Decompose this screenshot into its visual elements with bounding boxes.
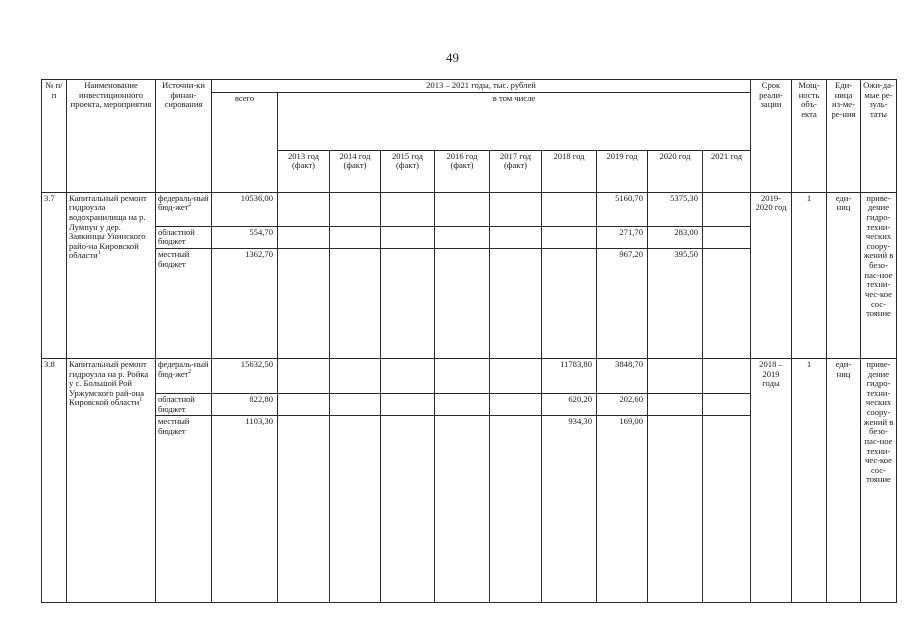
source-cell: федераль-ный бюд-жет$^2$ [156,192,212,226]
total-cell: 1103,30 [212,416,278,603]
value-cell: 271,70 [597,226,648,248]
table-row [42,358,897,393]
expected-cell: приве-дение гидро-техни-ческих соору-жений в безо-пас-ное техни-чес-кое сос-тояние [861,358,897,602]
investment-table [41,79,897,603]
project-name: Капитальный ремонт гидроузла на р. Ройка у с. Большой Рой Уржумского рай-она Кировской области$^1$ [67,358,156,602]
header-year-2021: 2021 год [703,150,751,192]
value-cell: 934,30 [542,416,597,603]
table-row [42,192,897,226]
value-cell: 202,60 [597,393,648,415]
header-unit: Еди-ница из-ме-ре-ния [827,80,861,193]
term-cell: 2019-2020 год [751,192,792,358]
header-year-2013: 2013 год (факт) [278,150,330,192]
value-cell: 283,00 [648,226,703,248]
header-year-2020: 2020 год [648,150,703,192]
expected-cell: приве-дение гидро-техни-ческих соору-жений в безо-пас-ное техни-чес-кое сос-тояние [861,192,897,358]
source-cell: областной бюджет [156,226,212,248]
header-year-2015: 2015 год (факт) [381,150,435,192]
header-year-2016: 2016 год (факт) [435,150,490,192]
total-cell: 554,70 [212,226,278,248]
project-name: Капитальный ремонт гидроузла водохранилища на р. Лумпун у дер. Заякинцы Унинского райо-на Кировской области$^1$ [67,192,156,358]
header-num: № п/п [42,80,67,193]
value-cell: 169,00 [597,416,648,603]
header-period: 2013 – 2021 годы, тыс. рублей [212,80,751,93]
header-term: Срок реали-зации [751,80,792,193]
header-capacity: Мощ-ность объ-екта [792,80,827,193]
capacity-cell: 1 [792,358,827,602]
header-year-2018: 2018 год [542,150,597,192]
header-year-2017: 2017 год (факт) [490,150,542,192]
unit-cell: еди-ниц [827,192,861,358]
header-expected: Ожи-да-мые ре-зуль-таты [861,80,897,193]
value-cell: 395,50 [648,248,703,358]
header-year-2019: 2019 год [597,150,648,192]
total-cell: 15632,50 [212,358,278,393]
value-cell: 620,20 [542,393,597,415]
header-including: в том числе [278,92,751,150]
unit-cell: еди-ниц [827,358,861,602]
total-cell: 1362,70 [212,248,278,358]
value-cell: 5160,70 [597,192,648,226]
page-number: 49 [446,50,459,65]
total-cell: 10536,00 [212,192,278,226]
term-cell: 2018 – 2019 годы [751,358,792,602]
capacity-cell: 1 [792,192,827,358]
header-source: Источни-ки финан-сирования [156,80,212,193]
header-name: Наименование инвестиционного проекта, мероприятия [67,80,156,193]
project-num: 3.7 [42,192,67,358]
source-cell: областной бюджет [156,393,212,415]
value-cell: 5375,30 [648,192,703,226]
total-cell: 822,80 [212,393,278,415]
source-cell: местный бюджет [156,416,212,603]
value-cell: 11783,80 [542,358,597,393]
source-cell: федераль-ный бюд-жет$^2$ [156,358,212,393]
value-cell: 3848,70 [597,358,648,393]
value-cell: 967,20 [597,248,648,358]
project-num: 3.8 [42,358,67,602]
header-year-2014: 2014 год (факт) [330,150,381,192]
header-total: всего [212,92,278,192]
source-cell: местный бюджет [156,248,212,358]
